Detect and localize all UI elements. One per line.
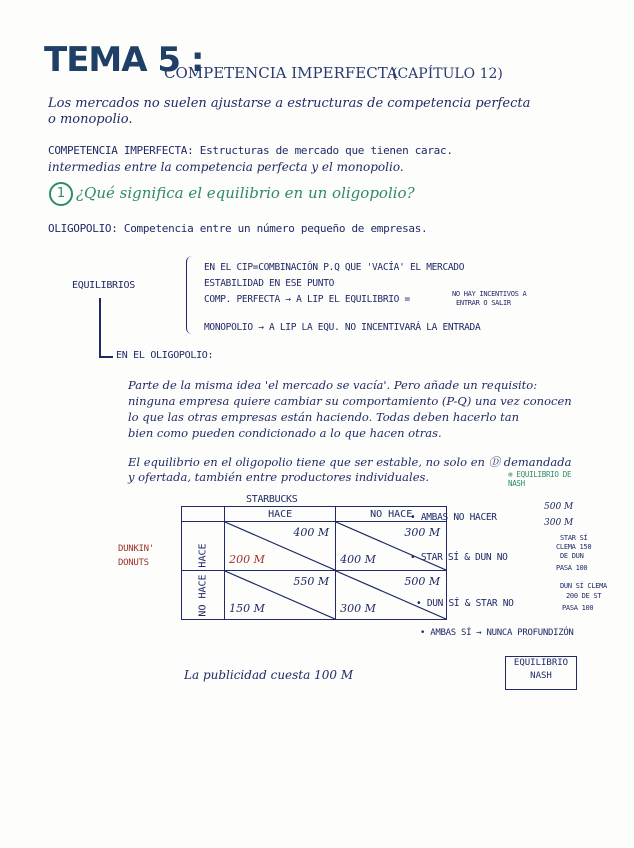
definition-line-1: COMPETENCIA IMPERFECTA: Estructuras de mercado que tienen carac. <box>48 144 453 157</box>
paragraph1-line-4: bien como pueden condicionado a lo que hacen otras. <box>128 426 442 440</box>
row-header-no-hace-label: NO HACE <box>197 573 209 617</box>
branch-line-vertical <box>99 298 101 356</box>
definition-line-2: intermedias entre la competencia perfecta y el monopolio. <box>48 160 404 174</box>
nash-box-line-2: NASH <box>530 671 552 681</box>
payoff-dunkin: 300 M <box>340 602 376 615</box>
outcome-ambas-no-b: 300 M <box>544 518 574 528</box>
nash-box-line-1: EQUILIBRIO <box>513 658 569 668</box>
intro-line-2: o monopolio. <box>48 112 133 127</box>
oligopolio-branch: EN EL OLIGOPOLIO: <box>116 350 214 361</box>
payoff-matrix <box>181 506 447 620</box>
outcome-ambas-no-a: 500 M <box>544 502 574 512</box>
paragraph1-line-3: lo que las otras empresas están haciendo. Todas deben hacerlo tan <box>128 410 519 424</box>
footer-note: La publicidad cuesta 100 M <box>184 668 354 682</box>
page-subtitle: COMPETENCIA IMPERFECTA <box>164 64 398 82</box>
payoff-dunkin: 200 M <box>229 553 265 566</box>
equilibrio-note-bottom: ENTRAR O SALIR <box>456 299 511 307</box>
question-number-badge: 1 <box>49 182 73 206</box>
outcome-star-si: • STAR SÍ & DUN NO <box>410 552 508 563</box>
branch-line-horizontal <box>99 356 113 358</box>
paragraph1-line-2: ninguna empresa quiere cambiar su comportamiento (P-Q) una vez conocen <box>128 394 572 408</box>
equilibrios-brace <box>186 256 193 334</box>
page-title: TEMA 5 : <box>44 40 204 80</box>
payoff-cell-2-1 <box>225 571 336 620</box>
outcome-dun-si-c: PASA 100 <box>562 604 594 612</box>
outcome-star-si-b: CLEMA 150 <box>556 543 592 551</box>
row-header-no-hace <box>182 571 225 620</box>
row-header-hace-label: HACE <box>197 542 209 568</box>
chapter-label: (CAPÍTULO 12) <box>392 66 503 82</box>
equilibrio-item-1: EN EL CIP=COMBINACIÓN P.Q QUE 'VACÍA' EL MERCADO <box>204 262 465 273</box>
outcome-dun-si: • DUN SÍ & STAR NO <box>416 598 514 609</box>
payoff-starbucks: 300 M <box>404 526 441 539</box>
payoff-cell-1-1 <box>225 522 336 571</box>
outcome-ambas-no: • AMBAS NO HACER <box>410 512 497 523</box>
equilibrio-item-2: ESTABILIDAD EN ESE PUNTO <box>204 278 335 289</box>
row-header-hace <box>182 522 225 571</box>
equilibrio-item-4: MONOPOLIO → A LIP LA EQU. NO INCENTIVARÁ LA ENTRADA <box>204 322 481 333</box>
outcome-star-si-c: DE DUN <box>560 552 584 560</box>
top-player-label: STARBUCKS <box>246 494 298 505</box>
col-header-hace: HACE <box>225 507 336 522</box>
outcome-star-si-a: STAR SÍ <box>560 534 588 542</box>
outcome-dun-si-b: 200 DE ST <box>566 592 602 600</box>
oligopolio-definition: OLIGOPOLIO: Competencia entre un número pequeño de empresas. <box>48 222 428 235</box>
equilibrios-label: EQUILIBRIOS <box>72 280 135 291</box>
col-header-no-hace: NO HACE <box>336 507 447 522</box>
payoff-starbucks: 400 M <box>293 526 330 539</box>
nash-note: ⊕ EQUILIBRIO DE NASH <box>508 470 572 488</box>
left-player-label: DUNKIN' DONUTS <box>118 544 154 568</box>
paragraph2-line-2: y ofertada, también entre productores individuales. <box>128 470 430 484</box>
nash-equilibrium-box <box>505 656 577 690</box>
intro-line-1: Los mercados no suelen ajustarse a estructuras de competencia perfecta <box>48 96 531 111</box>
equilibrio-note-top: NO HAY INCENTIVOS A <box>452 290 527 298</box>
matrix-corner <box>182 507 225 522</box>
payoff-cell-2-2 <box>336 571 447 620</box>
equilibrio-item-3: COMP. PERFECTA → A LIP EL EQUILIBRIO = <box>204 294 410 305</box>
payoff-starbucks: 550 M <box>293 575 330 588</box>
outcome-ambas-si: • AMBAS SÍ → NUNCA PROFUNDIZÓN <box>420 628 574 638</box>
paragraph1-line-1: Parte de la misma idea 'el mercado se vacía'. Pero añade un requisito: <box>128 378 538 392</box>
payoff-dunkin: 150 M <box>229 602 265 615</box>
payoff-dunkin: 400 M <box>340 553 376 566</box>
outcome-star-si-d: PASA 100 <box>556 564 588 572</box>
payoff-starbucks: 500 M <box>404 575 441 588</box>
payoff-cell-1-2 <box>336 522 447 571</box>
paragraph2-line-1: El equilibrio en el oligopolio tiene que ser estable, no solo en Ⓓ demandada <box>128 455 572 469</box>
question-text: ¿Qué significa el equilibrio en un oligopolio? <box>76 184 415 202</box>
outcome-dun-si-a: DUN SÍ CLEMA <box>560 582 607 590</box>
